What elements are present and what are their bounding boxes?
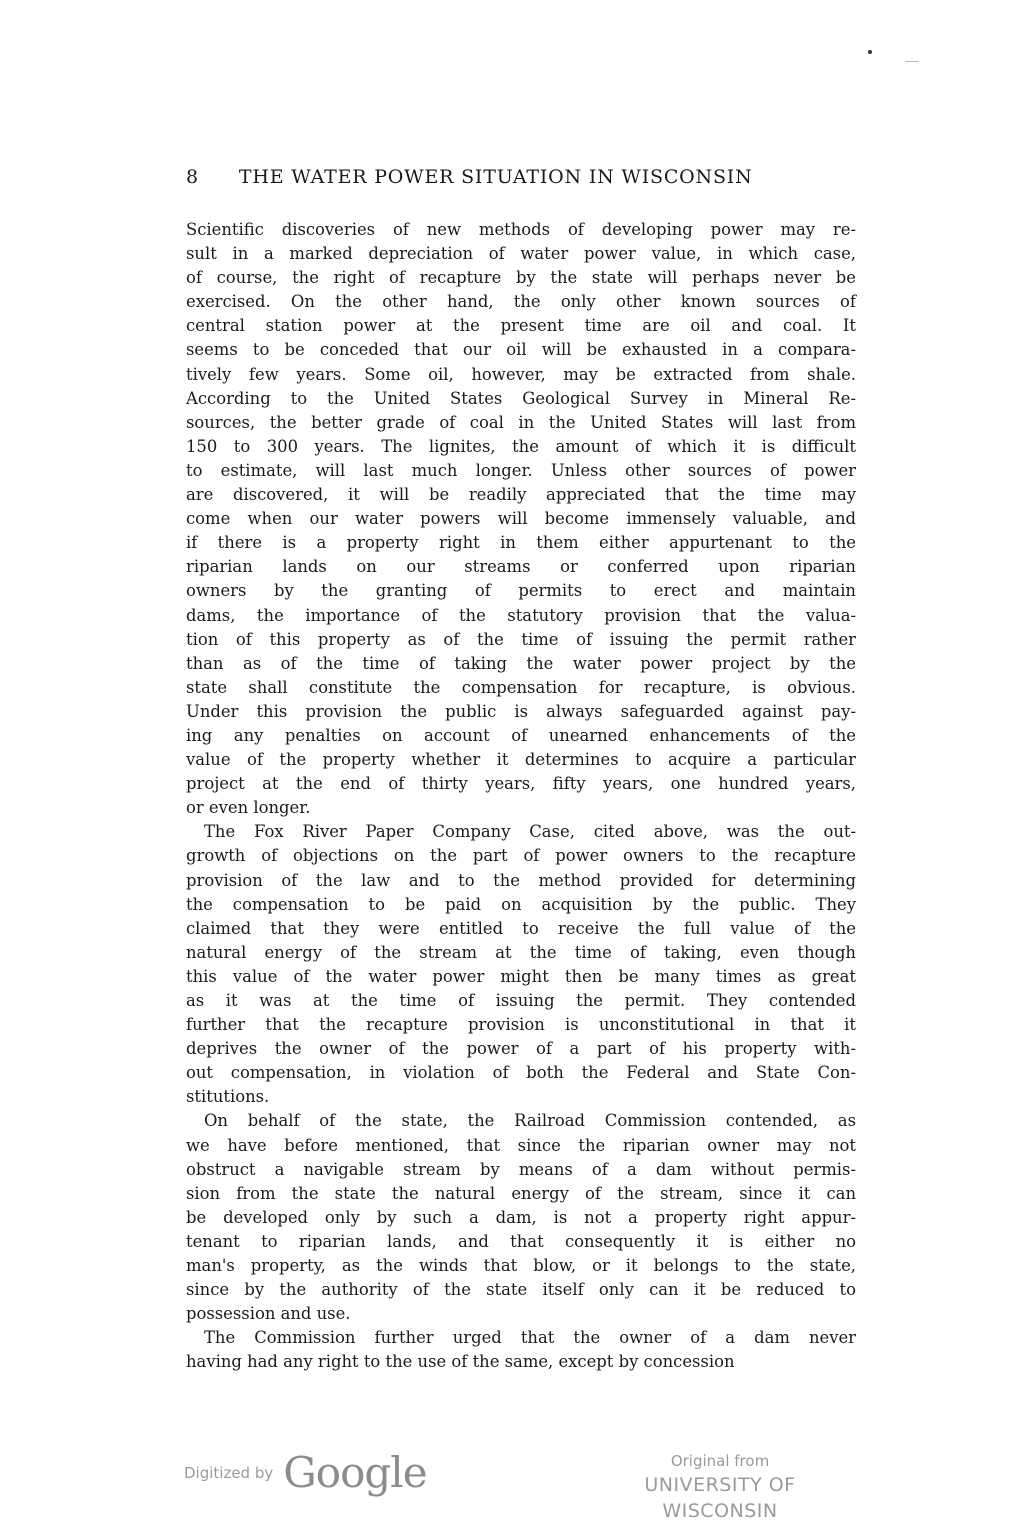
text-line: state shall constitute the compensation for recapture, is obvious.	[186, 677, 856, 697]
text-line: possession and use.	[186, 1304, 351, 1324]
text-line: 150 to 300 years. The lignites, the amount of which it is difficult	[186, 436, 856, 456]
text-line: man's property, as the winds that blow, or it belongs to the state,	[186, 1256, 856, 1276]
text-line: obstruct a navigable stream by means of a dam without permis-	[186, 1159, 856, 1179]
text-line: to estimate, will last much longer. Unless other sources of power	[186, 460, 856, 480]
text-line: ing any penalties on account of unearned enhancements of the	[186, 725, 856, 745]
text-line: claimed that they were entitled to receive the full value of the	[186, 918, 856, 938]
page-speck	[868, 50, 872, 54]
text-line: if there is a property right in them either appurtenant to the	[186, 533, 856, 553]
digitized-by-label: Digitized by	[184, 1463, 274, 1482]
paragraph	[186, 1109, 856, 1326]
text-line: the compensation to be paid on acquisition by the public. They	[186, 894, 856, 914]
text-line: having had any right to the use of the same, except by concession	[186, 1352, 735, 1372]
text-line: growth of objections on the part of power owners to the recapture	[186, 846, 856, 866]
text-line: dams, the importance of the statutory provision that the valua-	[186, 605, 856, 625]
original-source	[588, 1450, 852, 1524]
text-line: out compensation, in violation of both the Federal and State Con-	[186, 1063, 856, 1083]
text-line: The Commission further urged that the owner of a dam never	[204, 1328, 856, 1348]
text-line: as it was at the time of issuing the permit. They contended	[186, 991, 856, 1010]
text-line: natural energy of the stream at the time of taking, even though	[186, 942, 856, 962]
text-line: According to the United States Geological Survey in Mineral Re-	[186, 388, 856, 408]
digitized-by-google	[184, 1448, 427, 1497]
text-line: come when our water powers will become immensely valuable, and	[186, 509, 856, 529]
paragraph	[186, 218, 856, 820]
text-line: exercised. On the other hand, the only other known sources of	[186, 292, 856, 312]
text-line: stitutions.	[186, 1087, 270, 1107]
text-line: than as of the time of taking the water power project by the	[186, 653, 856, 673]
text-line: Scientific discoveries of new methods of developing power may re-	[186, 220, 856, 239]
text-line: be developed only by such a dam, is not a property right appur-	[186, 1207, 856, 1227]
university-name: UNIVERSITY OF WISCONSIN	[644, 1474, 796, 1522]
page-dash-mark	[905, 61, 919, 62]
text-line: tion of this property as of the time of issuing the permit rather	[186, 629, 856, 649]
text-line: are discovered, it will be readily appreciated that the time may	[186, 485, 856, 505]
text-line: provision of the law and to the method provided for determining	[186, 870, 856, 890]
text-line: deprives the owner of the power of a part of his property with-	[186, 1039, 856, 1059]
text-line: The Fox River Paper Company Case, cited above, was the out-	[204, 822, 856, 842]
page-number: 8	[186, 166, 199, 188]
text-line: we have before mentioned, that since the riparian owner may not	[186, 1135, 856, 1155]
running-header	[186, 166, 806, 188]
text-line: On behalf of the state, the Railroad Commission contended, as	[204, 1111, 856, 1131]
text-line: project at the end of thirty years, fifty years, one hundred years,	[186, 774, 856, 794]
text-line: sion from the state the natural energy of the stream, since it can	[186, 1183, 856, 1203]
text-line: tenant to riparian lands, and that consequently it is either no	[186, 1231, 856, 1251]
text-line: tively few years. Some oil, however, may be extracted from shale.	[186, 364, 856, 384]
text-line: riparian lands on our streams or conferred upon riparian	[186, 557, 856, 577]
original-from-label: Original from	[670, 1452, 770, 1470]
text-line: value of the property whether it determines to acquire a particular	[186, 750, 856, 770]
google-logo: Google	[283, 1448, 427, 1497]
text-line: sources, the better grade of coal in the United States will last from	[186, 412, 856, 432]
text-line: or even longer.	[186, 798, 311, 818]
text-line: of course, the right of recapture by the state will perhaps never be	[186, 268, 856, 288]
paragraph	[186, 1326, 856, 1374]
text-line: since by the authority of the state itself only can it be reduced to	[186, 1280, 856, 1300]
text-line: owners by the granting of permits to erect and maintain	[186, 581, 856, 601]
running-title: THE WATER POWER SITUATION IN WISCONSIN	[238, 166, 753, 188]
text-line: Under this provision the public is always safeguarded against pay-	[186, 701, 856, 721]
body-text	[186, 218, 856, 1375]
text-line: this value of the water power might then be many times as great	[186, 966, 856, 986]
text-line: central station power at the present time are oil and coal. It	[186, 316, 856, 336]
text-line: further that the recapture provision is unconstitutional in that it	[186, 1015, 856, 1035]
text-line: seems to be conceded that our oil will be exhausted in a compara-	[186, 340, 856, 360]
paragraph	[186, 820, 856, 1109]
text-line: sult in a marked depreciation of water power value, in which case,	[186, 244, 856, 264]
